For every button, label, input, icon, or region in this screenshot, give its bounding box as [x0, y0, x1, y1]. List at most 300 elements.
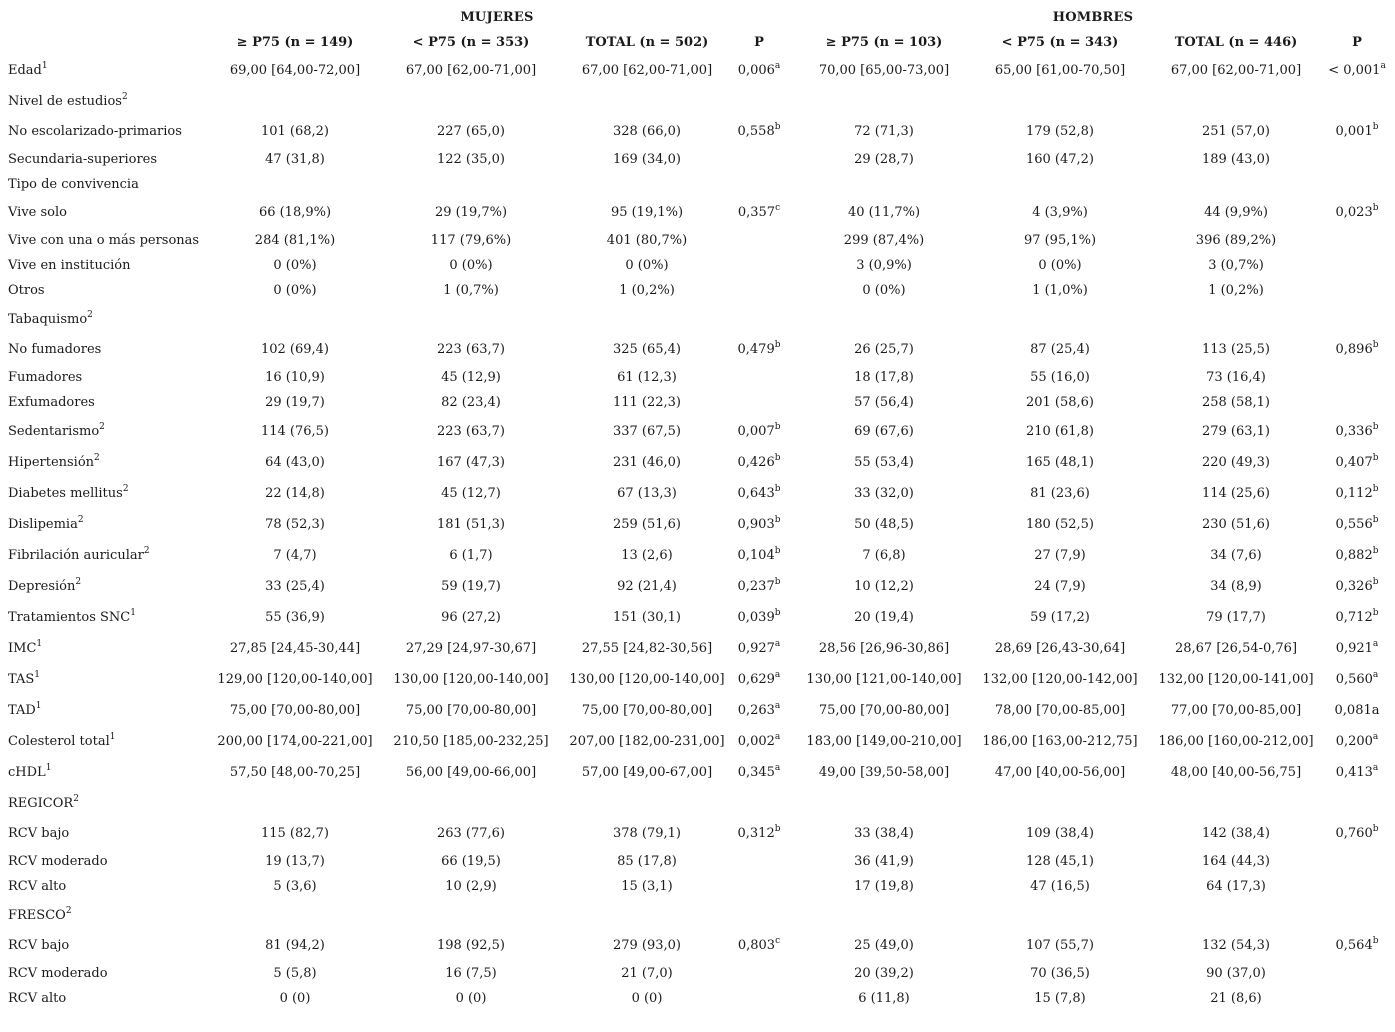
- women-cell: 111 (22,3): [612, 395, 682, 410]
- women-p-value-superscript: b: [774, 422, 781, 432]
- row-label: [8, 765, 51, 780]
- women-p-value-value: 0,312: [737, 826, 775, 841]
- women-p-value: [731, 548, 787, 563]
- men-p-value-superscript: a: [1372, 639, 1379, 649]
- men-p-value-value: 0,413: [1335, 765, 1373, 780]
- women-cell: 7 (4,7): [273, 548, 317, 563]
- table-row: [0, 94, 1395, 116]
- women-cell: 67,00 [62,00-71,00]: [405, 63, 537, 78]
- men-p-value-superscript: b: [1372, 577, 1379, 587]
- row-label-value: Vive solo: [8, 205, 67, 220]
- women-cell: 130,00 [120,00-140,00]: [569, 672, 725, 687]
- men-p-value: [1322, 548, 1392, 563]
- men-p-value-superscript: b: [1372, 608, 1379, 618]
- women-p-value-value: 0,006: [737, 63, 775, 78]
- row-label-value: IMC: [8, 641, 37, 656]
- row-label-value: Diabetes mellitus: [8, 486, 123, 501]
- men-cell: 33 (38,4): [854, 826, 914, 841]
- column-header-men-p: P: [1352, 35, 1362, 50]
- women-cell: 33 (25,4): [265, 579, 325, 594]
- row-label: [8, 455, 100, 470]
- women-cell: 57,50 [48,00-70,25]: [229, 765, 361, 780]
- women-p-value-value: 0,629: [737, 672, 775, 687]
- men-cell: 44 (9,9%): [1204, 205, 1268, 220]
- men-p-value-superscript: b: [1372, 453, 1379, 463]
- men-cell: 258 (58,1): [1201, 395, 1271, 410]
- men-p-value: [1322, 124, 1392, 139]
- table-row: [0, 734, 1395, 756]
- men-cell: 201 (58,6): [1025, 395, 1095, 410]
- men-cell: 70 (36,5): [1030, 966, 1090, 981]
- row-label: [8, 610, 136, 625]
- row-label: [8, 258, 131, 273]
- women-cell: 19 (13,7): [265, 854, 325, 869]
- row-label: [8, 966, 108, 981]
- women-cell: 5 (5,8): [273, 966, 317, 981]
- men-cell: 78,00 [70,00-85,00]: [994, 703, 1126, 718]
- row-label-value: Sedentarismo: [8, 424, 100, 439]
- men-p-value-value: < 0,001: [1328, 63, 1381, 78]
- women-p-value-value: 0,803: [737, 938, 776, 953]
- men-cell: 128 (45,1): [1025, 854, 1095, 869]
- row-label-value: RCV moderado: [8, 854, 108, 869]
- row-label: [8, 579, 81, 594]
- men-p-value-superscript: a: [1372, 670, 1379, 680]
- women-cell: 66 (19,5): [441, 854, 501, 869]
- men-cell: 3 (0,9%): [856, 258, 912, 273]
- column-header-men-p75-above: ≥ P75 (n = 103): [825, 35, 943, 50]
- row-label-superscript: 2: [65, 906, 72, 916]
- men-p-value-superscript: b: [1372, 484, 1379, 494]
- table-row: [0, 395, 1395, 417]
- table-row: [0, 672, 1395, 694]
- table-row: [0, 908, 1395, 930]
- women-p-value: [731, 424, 787, 439]
- men-p-value: [1322, 938, 1392, 953]
- men-p-value: [1322, 455, 1392, 470]
- row-label-superscript: 2: [122, 484, 129, 494]
- women-cell: 198 (92,5): [436, 938, 506, 953]
- men-cell: 25 (49,0): [854, 938, 914, 953]
- men-cell: 165 (48,1): [1025, 455, 1095, 470]
- men-cell: 130,00 [121,00-140,00]: [806, 672, 962, 687]
- row-label-value: RCV alto: [8, 879, 67, 894]
- men-cell: 251 (57,0): [1201, 124, 1271, 139]
- men-cell: 10 (12,2): [854, 579, 914, 594]
- women-p-value-superscript: a: [774, 639, 781, 649]
- women-p-value: [731, 124, 787, 139]
- men-cell: 15 (7,8): [1034, 991, 1086, 1006]
- women-p-value-superscript: a: [774, 701, 781, 711]
- men-cell: 220 (49,3): [1201, 455, 1271, 470]
- men-p-value: [1322, 205, 1392, 220]
- table-row: [0, 312, 1395, 334]
- men-cell: 20 (19,4): [854, 610, 914, 625]
- women-cell: 130,00 [120,00-140,00]: [393, 672, 549, 687]
- women-cell: 279 (93,0): [612, 938, 682, 953]
- men-cell: 77,00 [70,00-85,00]: [1170, 703, 1302, 718]
- men-p-value: [1322, 641, 1392, 656]
- women-p-value-value: 0,345: [737, 765, 775, 780]
- women-cell: 337 (67,5): [612, 424, 682, 439]
- women-cell: 64 (43,0): [265, 455, 325, 470]
- row-label: [8, 370, 82, 385]
- men-cell: 0 (0%): [1038, 258, 1082, 273]
- row-label-value: No fumadores: [8, 342, 102, 357]
- women-p-value-value: 0,007: [737, 424, 775, 439]
- column-header-men-p75-below: < P75 (n = 343): [1001, 35, 1119, 50]
- women-cell: 45 (12,7): [441, 486, 501, 501]
- men-cell: 70,00 [65,00-73,00]: [818, 63, 950, 78]
- men-cell: 28,67 [26,54-0,76]: [1174, 641, 1298, 656]
- table-row: [0, 455, 1395, 477]
- column-header-row: [0, 35, 1395, 53]
- men-cell: 186,00 [163,00-212,75]: [982, 734, 1138, 749]
- men-cell: 47 (16,5): [1030, 879, 1090, 894]
- women-p-value: [731, 579, 787, 594]
- women-cell: 15 (3,1): [621, 879, 673, 894]
- men-p-value: [1322, 610, 1392, 625]
- women-cell: 5 (3,6): [273, 879, 317, 894]
- row-label-superscript: 2: [73, 794, 79, 804]
- row-label: [8, 312, 93, 327]
- men-p-value-value: 0,921: [1335, 641, 1373, 656]
- women-p-value-superscript: b: [774, 340, 781, 350]
- row-label: [8, 177, 139, 192]
- men-cell: 210 (61,8): [1025, 424, 1095, 439]
- men-p-value-value: 0,001: [1335, 124, 1373, 139]
- women-cell: 114 (76,5): [260, 424, 330, 439]
- women-cell: 1 (0,7%): [443, 283, 499, 298]
- women-p-value-value: 0,558: [737, 124, 775, 139]
- women-p-value-superscript: a: [774, 670, 781, 680]
- women-p-value-superscript: b: [774, 122, 781, 132]
- men-p-value-value: 0,023: [1335, 205, 1373, 220]
- women-cell: 29 (19,7): [265, 395, 325, 410]
- women-p-value: [731, 486, 787, 501]
- men-p-value: [1322, 63, 1392, 78]
- men-cell: 48,00 [40,00-56,75]: [1170, 765, 1302, 780]
- men-cell: 69 (67,6): [854, 424, 914, 439]
- table-row: [0, 854, 1395, 876]
- women-cell: 61 (12,3): [617, 370, 677, 385]
- table-row: [0, 765, 1395, 787]
- women-cell: 81 (94,2): [265, 938, 325, 953]
- women-p-value-value: 0,263: [737, 703, 775, 718]
- men-p-value-value: 0,560: [1335, 672, 1373, 687]
- men-cell: 0 (0%): [862, 283, 906, 298]
- row-label-value: Fibrilación auricular: [8, 548, 144, 563]
- men-p-value-value: 0,112: [1335, 486, 1373, 501]
- row-label-superscript: 1: [130, 608, 136, 618]
- women-p-value-superscript: b: [774, 484, 781, 494]
- men-p-value-value: 0,326: [1335, 579, 1373, 594]
- men-cell: 160 (47,2): [1025, 152, 1095, 167]
- women-cell: 75,00 [70,00-80,00]: [405, 703, 537, 718]
- men-cell: 3 (0,7%): [1208, 258, 1264, 273]
- women-cell: 16 (7,5): [445, 966, 497, 981]
- table-row: [0, 424, 1395, 446]
- men-p-value: [1322, 517, 1392, 532]
- women-cell: 67,00 [62,00-71,00]: [581, 63, 713, 78]
- men-cell: 107 (55,7): [1025, 938, 1095, 953]
- women-cell: 67 (13,3): [617, 486, 677, 501]
- women-cell: 401 (80,7%): [606, 233, 688, 248]
- column-header-women-p75-above: ≥ P75 (n = 149): [236, 35, 354, 50]
- women-cell: 151 (30,1): [612, 610, 682, 625]
- table-row: [0, 966, 1395, 988]
- women-p-value-value: 0,039: [737, 610, 775, 625]
- men-cell: 28,69 [26,43-30,64]: [994, 641, 1126, 656]
- men-cell: 55 (16,0): [1030, 370, 1090, 385]
- men-p-value-superscript: b: [1372, 546, 1379, 556]
- men-cell: 64 (17,3): [1206, 879, 1266, 894]
- table-row: [0, 283, 1395, 305]
- men-p-value-value: 0,081a: [1334, 703, 1380, 718]
- women-p-value: [731, 938, 787, 953]
- row-label: [8, 63, 48, 78]
- men-cell: 132 (54,3): [1201, 938, 1271, 953]
- women-p-value: [731, 205, 787, 220]
- women-cell: 284 (81,1%): [254, 233, 336, 248]
- men-p-value-superscript: a: [1380, 61, 1386, 71]
- row-label-value: Edad: [8, 63, 42, 78]
- men-cell: 1 (1,0%): [1032, 283, 1088, 298]
- women-p-value-superscript: b: [774, 453, 781, 463]
- women-p-value: [731, 455, 787, 470]
- men-p-value: [1322, 734, 1392, 749]
- women-cell: 169 (34,0): [612, 152, 682, 167]
- men-p-value-superscript: b: [1372, 203, 1379, 213]
- row-label: [8, 641, 42, 656]
- men-cell: 142 (38,4): [1201, 826, 1271, 841]
- men-cell: 33 (32,0): [854, 486, 914, 501]
- women-cell: 115 (82,7): [260, 826, 330, 841]
- women-cell: 0 (0%): [449, 258, 493, 273]
- women-cell: 325 (65,4): [612, 342, 682, 357]
- men-cell: 21 (8,6): [1210, 991, 1262, 1006]
- men-cell: 18 (17,8): [854, 370, 914, 385]
- women-p-value: [731, 517, 787, 532]
- women-cell: 45 (12,9): [441, 370, 501, 385]
- row-label-value: REGICOR: [8, 796, 74, 811]
- table-row: [0, 370, 1395, 392]
- women-cell: 117 (79,6%): [430, 233, 512, 248]
- row-label-superscript: 2: [99, 422, 105, 432]
- men-p-value-value: 0,712: [1335, 610, 1373, 625]
- men-cell: 26 (25,7): [854, 342, 914, 357]
- row-label-value: Otros: [8, 283, 45, 298]
- row-label-superscript: 1: [109, 732, 116, 742]
- row-label-value: Nivel de estudios: [8, 94, 122, 109]
- women-cell: 75,00 [70,00-80,00]: [581, 703, 713, 718]
- men-p-value-superscript: a: [1372, 732, 1379, 742]
- men-cell: 28,56 [26,96-30,86]: [818, 641, 950, 656]
- men-cell: 97 (95,1%): [1023, 233, 1097, 248]
- men-p-value-value: 0,407: [1335, 455, 1373, 470]
- men-p-value-value: 0,336: [1335, 424, 1373, 439]
- women-cell: 210,50 [185,00-232,25]: [393, 734, 549, 749]
- row-label: [8, 854, 108, 869]
- women-cell: 223 (63,7): [436, 342, 506, 357]
- row-label-value: Tabaquismo: [8, 312, 88, 327]
- women-p-value-value: 0,002: [737, 734, 775, 749]
- men-cell: 75,00 [70,00-80,00]: [818, 703, 950, 718]
- row-label-superscript: 1: [41, 61, 48, 71]
- row-label: [8, 283, 45, 298]
- women-cell: 223 (63,7): [436, 424, 506, 439]
- men-cell: 113 (25,5): [1201, 342, 1271, 357]
- women-cell: 66 (18,9%): [258, 205, 332, 220]
- women-cell: 85 (17,8): [617, 854, 677, 869]
- women-p-value-value: 0,479: [737, 342, 775, 357]
- men-cell: 87 (25,4): [1030, 342, 1090, 357]
- row-label-superscript: 1: [34, 670, 40, 680]
- men-p-value-superscript: b: [1372, 824, 1379, 834]
- men-p-value: [1322, 342, 1392, 357]
- men-p-value-value: 0,564: [1335, 938, 1373, 953]
- table-row: [0, 579, 1395, 601]
- women-cell: 27,85 [24,45-30,44]: [229, 641, 361, 656]
- table-row: [0, 486, 1395, 508]
- women-cell: 47 (31,8): [265, 152, 325, 167]
- men-cell: 57 (56,4): [854, 395, 914, 410]
- men-cell: 180 (52,5): [1025, 517, 1095, 532]
- women-cell: 21 (7,0): [621, 966, 673, 981]
- men-cell: 114 (25,6): [1201, 486, 1271, 501]
- table-row: [0, 152, 1395, 174]
- row-label: [8, 395, 95, 410]
- women-cell: 27,29 [24,97-30,67]: [405, 641, 537, 656]
- women-cell: 92 (21,4): [617, 579, 677, 594]
- women-cell: 29 (19,7%): [434, 205, 508, 220]
- men-p-value: [1322, 424, 1392, 439]
- men-cell: 55 (53,4): [854, 455, 914, 470]
- men-cell: 49,00 [39,50-58,00]: [818, 765, 950, 780]
- table-row: [0, 879, 1395, 901]
- men-cell: 27 (7,9): [1034, 548, 1086, 563]
- men-cell: 72 (71,3): [854, 124, 914, 139]
- group-header-women: MUJERES: [460, 10, 534, 25]
- row-label: [8, 342, 101, 357]
- men-p-value-superscript: b: [1372, 122, 1379, 132]
- women-cell: 122 (35,0): [436, 152, 506, 167]
- men-cell: 1 (0,2%): [1208, 283, 1264, 298]
- women-p-value-value: 0,357: [737, 205, 776, 220]
- men-cell: 73 (16,4): [1206, 370, 1266, 385]
- column-header-men-total: TOTAL (n = 446): [1174, 35, 1298, 50]
- row-label-value: cHDL: [8, 765, 46, 780]
- women-p-value-value: 0,104: [737, 548, 775, 563]
- men-cell: 396 (89,2%): [1195, 233, 1277, 248]
- women-cell: 181 (51,3): [436, 517, 506, 532]
- row-label: [8, 672, 40, 687]
- row-label: [8, 424, 105, 439]
- row-label-value: TAD: [8, 703, 36, 718]
- row-label-value: Vive en institución: [8, 258, 131, 273]
- row-label: [8, 94, 128, 109]
- men-cell: 279 (63,1): [1201, 424, 1271, 439]
- table-row: [0, 233, 1395, 255]
- women-p-value-superscript: b: [774, 546, 781, 556]
- row-label-value: Dislipemia: [8, 517, 78, 532]
- row-label: [8, 796, 79, 811]
- women-p-value-superscript: b: [774, 577, 781, 587]
- women-cell: 56,00 [49,00-66,00]: [405, 765, 537, 780]
- row-label-value: RCV moderado: [8, 966, 108, 981]
- table-row: [0, 258, 1395, 280]
- women-cell: 378 (79,1): [612, 826, 682, 841]
- men-p-value: [1322, 826, 1392, 841]
- women-p-value: [731, 734, 787, 749]
- row-label-superscript: 1: [35, 701, 42, 711]
- row-label-value: RCV bajo: [8, 938, 70, 953]
- row-label-value: RCV bajo: [8, 826, 70, 841]
- men-cell: 34 (7,6): [1210, 548, 1262, 563]
- men-cell: 34 (8,9): [1210, 579, 1262, 594]
- women-p-value-value: 0,237: [737, 579, 775, 594]
- men-cell: 6 (11,8): [858, 991, 910, 1006]
- women-cell: 10 (2,9): [445, 879, 497, 894]
- men-cell: 36 (41,9): [854, 854, 914, 869]
- table-row: [0, 342, 1395, 364]
- men-p-value: [1322, 486, 1392, 501]
- women-p-value-value: 0,903: [737, 517, 775, 532]
- row-label-superscript: 1: [45, 763, 52, 773]
- women-cell: 0 (0%): [273, 258, 317, 273]
- women-p-value-superscript: a: [774, 61, 781, 71]
- row-label-value: TAS: [8, 672, 35, 687]
- men-p-value-superscript: b: [1372, 936, 1379, 946]
- row-label-superscript: 2: [87, 310, 93, 320]
- column-header-women-total: TOTAL (n = 502): [585, 35, 709, 50]
- row-label: [8, 703, 42, 718]
- table-row: [0, 177, 1395, 199]
- row-label-value: Tratamientos SNC: [8, 610, 131, 625]
- men-cell: 132,00 [120,00-141,00]: [1158, 672, 1314, 687]
- table-row: [0, 826, 1395, 848]
- column-header-women-p75-below: < P75 (n = 353): [412, 35, 530, 50]
- men-p-value-superscript: b: [1372, 340, 1379, 350]
- men-cell: 24 (7,9): [1034, 579, 1086, 594]
- women-cell: 207,00 [182,00-231,00]: [569, 734, 725, 749]
- women-cell: 13 (2,6): [621, 548, 673, 563]
- women-cell: 1 (0,2%): [619, 283, 675, 298]
- table-row: [0, 548, 1395, 570]
- men-p-value-value: 0,556: [1335, 517, 1373, 532]
- women-p-value-superscript: c: [775, 936, 781, 946]
- row-label: [8, 879, 66, 894]
- column-header-women-p: P: [754, 35, 764, 50]
- women-cell: 328 (66,0): [612, 124, 682, 139]
- men-cell: 20 (39,2): [854, 966, 914, 981]
- men-p-value: [1322, 765, 1392, 780]
- women-p-value-superscript: b: [774, 515, 781, 525]
- men-cell: 47,00 [40,00-56,00]: [994, 765, 1126, 780]
- women-p-value-superscript: b: [774, 608, 781, 618]
- row-label: [8, 938, 69, 953]
- men-cell: 65,00 [61,00-70,50]: [994, 63, 1126, 78]
- row-label-value: Secundaria-superiores: [8, 152, 158, 167]
- women-cell: 102 (69,4): [260, 342, 330, 357]
- group-header-men: HOMBRES: [1052, 10, 1134, 25]
- women-cell: 0 (0%): [625, 258, 669, 273]
- men-cell: 4 (3,9%): [1032, 205, 1088, 220]
- women-p-value-value: 0,426: [737, 455, 775, 470]
- table-row: [0, 63, 1395, 85]
- women-cell: 16 (10,9): [265, 370, 325, 385]
- row-label: [8, 233, 199, 248]
